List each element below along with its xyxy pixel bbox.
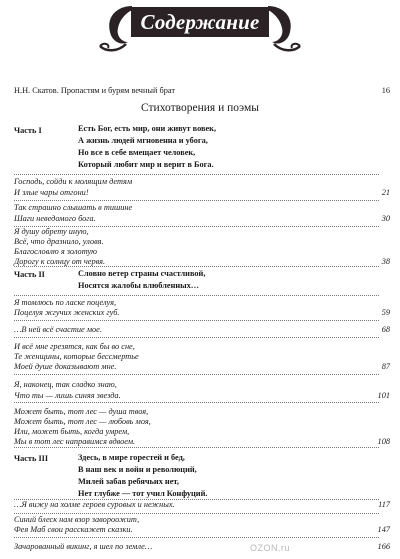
entry-text: Синий блеск нам взор завороожит, bbox=[14, 515, 140, 524]
entry-text: Дорогу к солнцу от червя. bbox=[14, 257, 106, 266]
entry-text: Мы в тот лес направимся вдвоем. bbox=[14, 437, 136, 446]
page-number: 117 bbox=[378, 500, 390, 509]
part-2-epigraph bbox=[78, 268, 205, 292]
page-number: 166 bbox=[377, 542, 390, 551]
toc-entry[interactable] bbox=[14, 186, 390, 199]
entry-text: Я томлюсь по ласке поцелуя, bbox=[14, 298, 117, 307]
epigraph-line: Носятся жалобы влюбленных… bbox=[78, 281, 200, 290]
entry-text: Н.Н. Скатов. Пропастям и бурям вечный брат bbox=[14, 86, 175, 95]
entry-text: …Я вижу на холме героев суровых и нежных. bbox=[14, 500, 175, 509]
epigraph-line: В наш век и войн и революций, bbox=[78, 465, 197, 474]
page-number: 87 bbox=[381, 362, 390, 371]
part-3-epigraph bbox=[78, 452, 207, 500]
epigraph-line: Словно ветер страны счастливой, bbox=[78, 269, 206, 278]
entry-text: Всё, что дразнило, уловя. bbox=[14, 237, 104, 246]
entry-text: И злые чары отгони! bbox=[14, 188, 89, 197]
epigraph-line: А жизнь людей мгновенна и убога, bbox=[78, 136, 208, 145]
epigraph-line: Есть Бог, есть мир, они живут вовек, bbox=[78, 124, 217, 133]
entry-text: …В ней всё счастие мое. bbox=[14, 325, 102, 334]
entry-text: Поцелуя жгучих женских губ. bbox=[14, 308, 120, 317]
section-title: Стихотворения и поэмы bbox=[141, 102, 259, 114]
page-number: 147 bbox=[377, 525, 390, 534]
epigraph-line: Который любит мир и верит в Бога. bbox=[78, 160, 214, 169]
epigraph-line: Здесь, в мире горестей и бед, bbox=[78, 453, 185, 462]
divider bbox=[14, 537, 379, 538]
toc-entry[interactable] bbox=[14, 523, 390, 536]
part-3-label: Часть III bbox=[14, 454, 49, 463]
left-ornament-icon bbox=[96, 2, 134, 58]
toc-entry[interactable] bbox=[14, 212, 390, 225]
entry-text: Шаги неведомого бога. bbox=[14, 214, 96, 223]
entry-text: Господь, сойди к молящим детям bbox=[14, 177, 133, 186]
page-number: 38 bbox=[381, 257, 390, 266]
part-1-epigraph bbox=[78, 123, 216, 171]
part-1-label: Часть I bbox=[14, 126, 42, 135]
toc-entry[interactable] bbox=[14, 389, 390, 402]
toc-entry[interactable] bbox=[14, 540, 390, 553]
toc-entry[interactable] bbox=[14, 306, 390, 319]
entry-text: И всё мне грезятся, как бы во сне, bbox=[14, 342, 135, 351]
divider bbox=[14, 447, 379, 448]
entry-text: Так страшно слышать в тишине bbox=[14, 203, 133, 212]
epigraph-line: Милей забав ребячьих нет, bbox=[78, 477, 179, 486]
watermark: OZON.ru bbox=[250, 543, 291, 553]
toc-entry[interactable] bbox=[14, 323, 390, 336]
epigraph-line: Нет глубже — тот учил Конфуций. bbox=[78, 489, 208, 498]
entry-text: Что ты — лишь синяя звезда. bbox=[14, 391, 121, 400]
entry-text: Благословлю я золотую bbox=[14, 247, 98, 256]
page-title: Содержание bbox=[140, 10, 260, 34]
page-number: 108 bbox=[377, 437, 390, 446]
divider bbox=[14, 402, 379, 403]
entry-text: Фея Маб свои расскажет сказки. bbox=[14, 525, 133, 534]
page-number: 101 bbox=[377, 391, 390, 400]
entry-text: Моей душе доказывают мне. bbox=[14, 362, 117, 371]
divider bbox=[14, 266, 379, 267]
divider bbox=[14, 320, 379, 321]
page-number: 16 bbox=[381, 86, 390, 95]
divider bbox=[14, 374, 379, 375]
entry-text: Я душу обрету иную, bbox=[14, 227, 89, 236]
page-number: 68 bbox=[381, 325, 390, 334]
entry-text: Или, может быть, когда умрем, bbox=[14, 427, 130, 436]
toc-entry[interactable] bbox=[14, 498, 390, 511]
entry-text: Я, наконец, так сладко знаю, bbox=[14, 380, 117, 389]
page-number: 21 bbox=[381, 188, 390, 197]
page-number: 59 bbox=[381, 308, 390, 317]
entry-text: Зачарованный викинг, я шел по земле… bbox=[14, 542, 153, 551]
toc-entry-intro[interactable] bbox=[14, 84, 390, 97]
toc-entry[interactable] bbox=[14, 360, 390, 373]
page-number: 30 bbox=[381, 214, 390, 223]
toc-header bbox=[0, 0, 400, 70]
divider bbox=[14, 337, 379, 338]
entry-text: Может быть, тот лес — душа твоя, bbox=[14, 407, 149, 416]
right-ornament-icon bbox=[266, 2, 304, 58]
epigraph-line: Но все в себе вмещает человек, bbox=[78, 148, 196, 157]
entry-text: Те женщины, которые бессмертье bbox=[14, 352, 139, 361]
part-2-label: Часть II bbox=[14, 270, 45, 279]
entry-text: Может быть, тот лес — любовь моя, bbox=[14, 417, 151, 426]
